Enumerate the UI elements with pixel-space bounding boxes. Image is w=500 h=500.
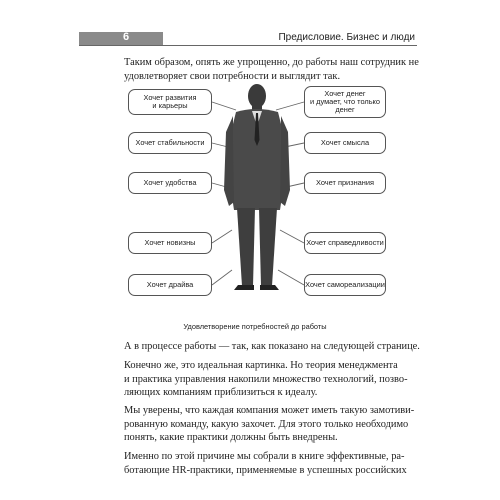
running-head-title: Предисловие. Бизнес и люди bbox=[278, 32, 415, 43]
businessman-silhouette bbox=[224, 84, 290, 290]
need-bubble: Хочет признания bbox=[304, 172, 386, 194]
need-bubble: Хочет драйва bbox=[128, 274, 212, 296]
body-paragraph: Конечно же, это идеальная картинка. Но теория менеджмента и практика управления накопили множество технологий, позво- ляющих компаниям приблизиться к идеалу. bbox=[124, 360, 408, 398]
needs-diagram bbox=[120, 80, 390, 316]
need-bubble: Хочет новизны bbox=[128, 232, 212, 254]
page-number: 6 bbox=[123, 31, 130, 43]
running-header bbox=[79, 32, 417, 46]
need-bubble: Хочет смысла bbox=[304, 132, 386, 154]
body-paragraph: Мы уверены, что каждая компания может иметь такую замотиви- рованную команду, какую захочет. Для этого только необходимо понять, какие практики должны быть внедрены. bbox=[124, 405, 415, 443]
need-bubble: Хочет справедливости bbox=[304, 232, 386, 254]
need-bubble: Хочет стабильности bbox=[128, 132, 212, 154]
page-number-tab bbox=[79, 32, 163, 45]
figure-caption: Удовлетворение потребностей до работы bbox=[183, 322, 327, 331]
need-bubble: Хочет развития и карьеры bbox=[128, 89, 212, 115]
need-bubble: Хочет денег и думает, что только денег bbox=[304, 86, 386, 118]
need-bubble: Хочет удобства bbox=[128, 172, 212, 194]
body-paragraph: А в процессе работы — так, как показано на следующей странице. bbox=[124, 341, 420, 352]
intro-paragraph: Таким образом, опять же упрощенно, до работы наш сотрудник не удовлетворяет свои потребности и выглядит так. bbox=[124, 57, 419, 82]
body-paragraph: Именно по этой причине мы собрали в книге эффективные, ра- ботающие HR-практики, применяемые в успешных российских bbox=[124, 451, 407, 476]
need-bubble: Хочет самореализации bbox=[304, 274, 386, 296]
